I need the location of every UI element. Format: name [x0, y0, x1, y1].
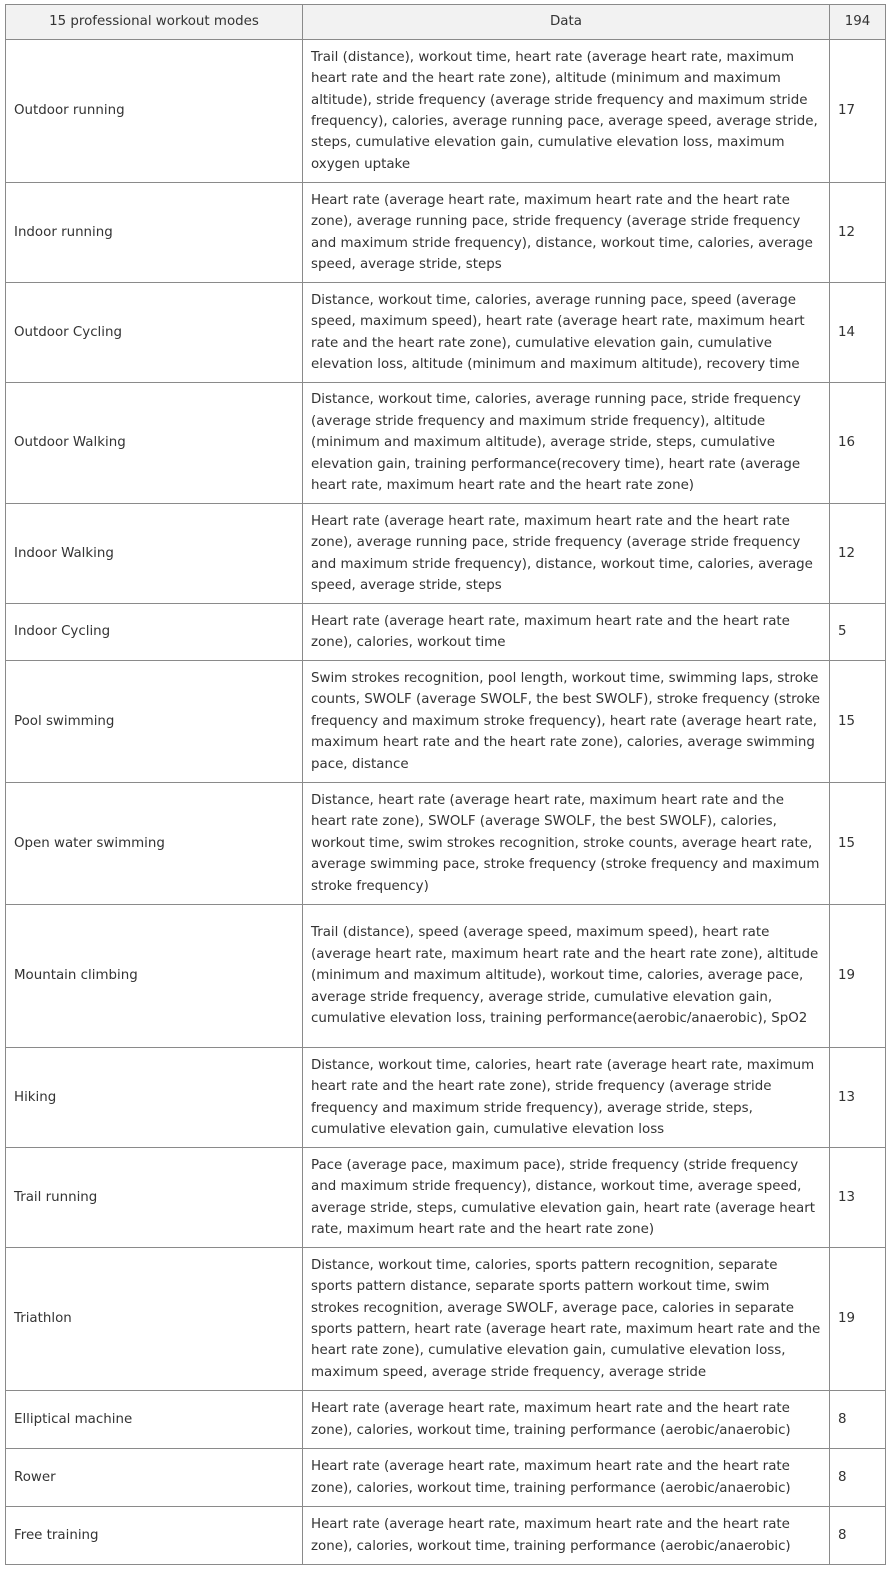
row-count: 16: [830, 383, 886, 504]
row-mode: Indoor Walking: [6, 504, 303, 604]
row-data: Heart rate (average heart rate, maximum heart rate and the heart rate zone), calories, workout time, training performance (aerobic/anaerobic): [303, 1391, 830, 1449]
table-row: [6, 383, 886, 504]
row-count: 8: [830, 1391, 886, 1449]
row-data: Heart rate (average heart rate, maximum heart rate and the heart rate zone), calories, workout time, training performance (aerobic/anaerobic): [303, 1449, 830, 1507]
row-mode: Triathlon: [6, 1248, 303, 1391]
row-mode: Outdoor Walking: [6, 383, 303, 504]
row-mode: Outdoor Cycling: [6, 283, 303, 383]
row-data: Trail (distance), workout time, heart rate (average heart rate, maximum heart rate and the heart rate zone), altitude (minimum and maximum altitude), stride frequency (average stride frequency and maximum stride frequency), calories, average running pace, average speed, average stride, steps, cumulative elevation gain, cumulative elevation loss, maximum oxygen uptake: [303, 40, 830, 183]
table-row: [6, 1391, 886, 1449]
row-count: 8: [830, 1449, 886, 1507]
row-data: Heart rate (average heart rate, maximum heart rate and the heart rate zone), average running pace, stride frequency (average stride frequency and maximum stride frequency), distance, workout time, calories, average speed, average stride, steps: [303, 504, 830, 604]
row-data: Pace (average pace, maximum pace), stride frequency (stride frequency and maximum stride frequency), distance, workout time, average speed, average stride, steps, cumulative elevation gain, heart rate (average heart rate, maximum heart rate and the heart rate zone): [303, 1148, 830, 1248]
table-row: [6, 661, 886, 783]
row-mode: Mountain climbing: [6, 905, 303, 1048]
row-mode: Hiking: [6, 1048, 303, 1148]
table-row: [6, 905, 886, 1048]
header-data: Data: [303, 5, 830, 40]
row-mode: Indoor Cycling: [6, 604, 303, 661]
row-count: 15: [830, 661, 886, 783]
row-data: Trail (distance), speed (average speed, maximum speed), heart rate (average heart rate, maximum heart rate and the heart rate zone), altitude (minimum and maximum altitude), workout time, calories, average pace, average stride frequency, average stride, cumulative elevation gain, cumulative elevation loss, training performance(aerobic/anaerobic), SpO2: [303, 905, 830, 1048]
row-mode: Trail running: [6, 1148, 303, 1248]
row-data: Distance, workout time, calories, sports pattern recognition, separate sports pattern distance, separate sports pattern workout time, swim strokes recognition, average SWOLF, average pace, calories in separate sports pattern, heart rate (average heart rate, maximum heart rate and the heart rate zone), cumulative elevation gain, cumulative elevation loss, maximum speed, average stride frequency, average stride: [303, 1248, 830, 1391]
row-count: 19: [830, 1248, 886, 1391]
table-row: [6, 783, 886, 905]
row-count: 19: [830, 905, 886, 1048]
row-count: 15: [830, 783, 886, 905]
row-mode: Open water swimming: [6, 783, 303, 905]
table-row: [6, 1449, 886, 1507]
row-data: Distance, workout time, calories, average running pace, stride frequency (average stride frequency and maximum stride frequency), altitude (minimum and maximum altitude), average stride, steps, cumulative elevation gain, training performance(recovery time), heart rate (average heart rate, maximum heart rate and the heart rate zone): [303, 383, 830, 504]
row-count: 8: [830, 1507, 886, 1565]
row-mode: Free training: [6, 1507, 303, 1565]
row-mode: Indoor running: [6, 183, 303, 283]
workout-modes-table-container: [5, 4, 885, 1565]
header-workout-modes: 15 professional workout modes: [6, 5, 303, 40]
table-row: [6, 1248, 886, 1391]
table-row: [6, 1507, 886, 1565]
row-mode: Outdoor running: [6, 40, 303, 183]
row-mode: Pool swimming: [6, 661, 303, 783]
row-data: Distance, heart rate (average heart rate, maximum heart rate and the heart rate zone), SWOLF (average SWOLF, the best SWOLF), calories, workout time, swim strokes recognition, stroke counts, average heart rate, average swimming pace, stroke frequency (stroke frequency and maximum stroke frequency): [303, 783, 830, 905]
row-count: 17: [830, 40, 886, 183]
row-data: Heart rate (average heart rate, maximum heart rate and the heart rate zone), average running pace, stride frequency (average stride frequency and maximum stride frequency), distance, workout time, calories, average speed, average stride, steps: [303, 183, 830, 283]
header-total-count: 194: [830, 5, 886, 40]
row-data: Distance, workout time, calories, average running pace, speed (average speed, maximum speed), heart rate (average heart rate, maximum heart rate and the heart rate zone), cumulative elevation gain, cumulative elevation loss, altitude (minimum and maximum altitude), recovery time: [303, 283, 830, 383]
row-count: 14: [830, 283, 886, 383]
workout-modes-table: [5, 4, 886, 1565]
table-row: [6, 604, 886, 661]
row-data: Swim strokes recognition, pool length, workout time, swimming laps, stroke counts, SWOLF (average SWOLF, the best SWOLF), stroke frequency (stroke frequency and maximum stroke frequency), heart rate (average heart rate, maximum heart rate and the heart rate zone), calories, average swimming pace, distance: [303, 661, 830, 783]
row-data: Distance, workout time, calories, heart rate (average heart rate, maximum heart rate and the heart rate zone), stride frequency (average stride frequency and maximum stride frequency), average stride, steps, cumulative elevation gain, cumulative elevation loss: [303, 1048, 830, 1148]
row-mode: Elliptical machine: [6, 1391, 303, 1449]
row-mode: Rower: [6, 1449, 303, 1507]
row-count: 13: [830, 1048, 886, 1148]
row-count: 5: [830, 604, 886, 661]
table-row: [6, 40, 886, 183]
table-row: [6, 183, 886, 283]
row-data: Heart rate (average heart rate, maximum heart rate and the heart rate zone), calories, workout time, training performance (aerobic/anaerobic): [303, 1507, 830, 1565]
row-count: 13: [830, 1148, 886, 1248]
row-data: Heart rate (average heart rate, maximum heart rate and the heart rate zone), calories, workout time: [303, 604, 830, 661]
table-row: [6, 283, 886, 383]
table-row: [6, 1148, 886, 1248]
header-row: [6, 5, 886, 40]
row-count: 12: [830, 504, 886, 604]
table-row: [6, 504, 886, 604]
row-count: 12: [830, 183, 886, 283]
table-row: [6, 1048, 886, 1148]
